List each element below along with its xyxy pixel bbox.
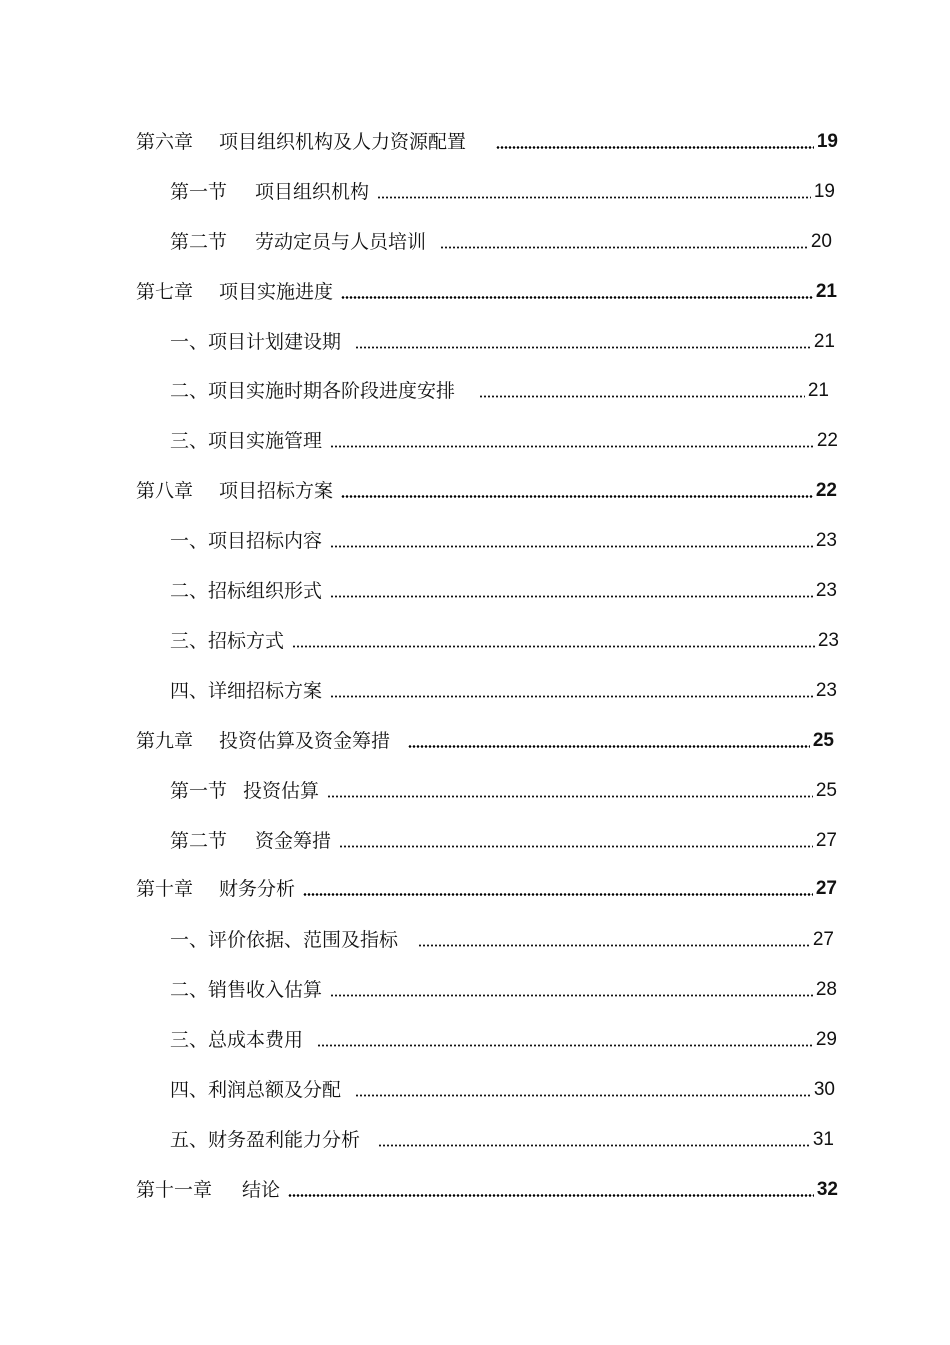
toc-entry-title: 项目招标方案 bbox=[219, 480, 334, 502]
toc-entry-section[interactable] bbox=[170, 1075, 835, 1105]
toc-entry-title: 评价依据、范围及指标 bbox=[208, 929, 399, 951]
toc-page-number: 29 bbox=[815, 1029, 837, 1050]
toc-page-number: 21 bbox=[813, 331, 835, 352]
dot-leader bbox=[330, 545, 813, 548]
toc-entry-number: 第九章 bbox=[136, 730, 194, 752]
dot-leader bbox=[378, 1144, 810, 1147]
toc-entry-number: 二、 bbox=[170, 380, 209, 402]
dot-leader bbox=[339, 845, 813, 848]
toc-page-number: 27 bbox=[815, 830, 837, 851]
dot-leader bbox=[341, 296, 813, 299]
toc-entry-title: 总成本费用 bbox=[208, 1029, 304, 1051]
toc-entry-title: 利润总额及分配 bbox=[208, 1079, 342, 1101]
toc-entry-section[interactable] bbox=[170, 826, 837, 856]
toc-page-number: 28 bbox=[815, 979, 837, 1000]
toc-entry-number: 第一节 bbox=[170, 181, 228, 203]
toc-entry-label bbox=[170, 676, 322, 706]
toc-entry-label bbox=[136, 1175, 280, 1205]
toc-entry-label bbox=[170, 975, 322, 1005]
toc-entry-number: 二、 bbox=[170, 979, 209, 1001]
toc-entry-label bbox=[170, 426, 322, 456]
toc-entry-section[interactable] bbox=[170, 626, 839, 656]
toc-page-number: 27 bbox=[815, 878, 837, 899]
toc-entry-section[interactable] bbox=[170, 925, 834, 955]
dot-leader bbox=[479, 395, 805, 398]
dot-leader bbox=[330, 994, 813, 997]
toc-entry-chapter-6[interactable] bbox=[136, 127, 838, 157]
toc-page-number: 19 bbox=[813, 181, 835, 202]
toc-entry-title: 详细招标方案 bbox=[208, 680, 323, 702]
toc-entry-chapter-8[interactable] bbox=[136, 476, 837, 506]
toc-entry-label bbox=[170, 776, 319, 806]
toc-entry-label bbox=[170, 826, 331, 856]
dot-leader bbox=[303, 893, 813, 896]
toc-entry-label bbox=[170, 1125, 370, 1155]
toc-entry-chapter-11[interactable] bbox=[136, 1175, 838, 1205]
toc-entry-number: 二、 bbox=[170, 580, 209, 602]
dot-leader bbox=[327, 795, 813, 798]
toc-entry-number: 一、 bbox=[170, 530, 209, 552]
dot-leader bbox=[330, 695, 813, 698]
toc-entry-section[interactable] bbox=[170, 1025, 837, 1055]
dot-leader bbox=[408, 745, 810, 748]
toc-page-number: 23 bbox=[817, 630, 839, 651]
toc-entry-section[interactable] bbox=[170, 177, 835, 207]
dot-leader bbox=[288, 1194, 814, 1197]
dot-leader bbox=[377, 196, 811, 199]
toc-entry-section[interactable] bbox=[170, 576, 837, 606]
toc-entry-section[interactable] bbox=[170, 676, 837, 706]
toc-entry-chapter-10[interactable] bbox=[136, 874, 837, 904]
toc-entry-section[interactable] bbox=[170, 1125, 834, 1155]
dot-leader bbox=[330, 595, 813, 598]
toc-entry-number: 第二节 bbox=[170, 231, 228, 253]
toc-entry-number: 一、 bbox=[170, 929, 209, 951]
toc-entry-label bbox=[170, 526, 322, 556]
toc-page-number: 23 bbox=[815, 580, 837, 601]
dot-leader bbox=[341, 495, 813, 498]
toc-entry-label bbox=[170, 177, 369, 207]
toc-entry-section[interactable] bbox=[170, 776, 837, 806]
dot-leader bbox=[496, 146, 814, 149]
toc-entry-label bbox=[170, 1075, 347, 1105]
dot-leader bbox=[355, 346, 811, 349]
toc-page-number: 22 bbox=[816, 430, 838, 451]
toc-entry-title: 项目实施时期各阶段进度安排 bbox=[208, 380, 456, 402]
toc-entry-number: 第十一章 bbox=[136, 1179, 213, 1201]
toc-entry-title: 项目组织机构及人力资源配置 bbox=[219, 131, 467, 153]
dot-leader bbox=[355, 1094, 811, 1097]
toc-entry-title: 招标组织形式 bbox=[208, 580, 323, 602]
dot-leader bbox=[330, 445, 814, 448]
toc-entry-section[interactable] bbox=[170, 327, 835, 357]
toc-page-number: 23 bbox=[815, 530, 837, 551]
toc-entry-section[interactable] bbox=[170, 376, 829, 406]
toc-page-number: 21 bbox=[807, 380, 829, 401]
toc-page-number: 19 bbox=[816, 131, 838, 152]
toc-entry-title: 销售收入估算 bbox=[208, 979, 323, 1001]
toc-entry-label bbox=[170, 227, 432, 257]
toc-entry-label bbox=[136, 476, 333, 506]
toc-entry-number: 四、 bbox=[170, 680, 209, 702]
toc-page-number: 32 bbox=[816, 1179, 838, 1200]
toc-entry-number: 第七章 bbox=[136, 281, 194, 303]
toc-entry-section[interactable] bbox=[170, 227, 832, 257]
toc-entry-section[interactable] bbox=[170, 426, 838, 456]
toc-entry-number: 五、 bbox=[170, 1129, 209, 1151]
toc-entry-number: 三、 bbox=[170, 430, 209, 452]
toc-page-number: 25 bbox=[815, 780, 837, 801]
toc-entry-number: 第十章 bbox=[136, 878, 194, 900]
dot-leader bbox=[440, 246, 808, 249]
toc-entry-label bbox=[170, 1025, 309, 1055]
toc-entry-title: 劳动定员与人员培训 bbox=[255, 231, 427, 253]
dot-leader bbox=[418, 944, 810, 947]
toc-entry-number: 第二节 bbox=[170, 830, 228, 852]
toc-entry-label bbox=[170, 327, 347, 357]
toc-entry-label bbox=[136, 277, 333, 307]
toc-entry-chapter-7[interactable] bbox=[136, 277, 837, 307]
toc-page-number: 23 bbox=[815, 680, 837, 701]
toc-entry-section[interactable] bbox=[170, 526, 837, 556]
dot-leader bbox=[292, 645, 815, 648]
toc-page-number: 30 bbox=[813, 1079, 835, 1100]
toc-page-number: 25 bbox=[812, 730, 834, 751]
toc-entry-number: 四、 bbox=[170, 1079, 209, 1101]
dot-leader bbox=[317, 1044, 813, 1047]
toc-entry-title: 投资估算及资金筹措 bbox=[219, 730, 391, 752]
toc-entry-number: 第八章 bbox=[136, 480, 194, 502]
toc-entry-label bbox=[136, 726, 400, 756]
toc-page-number: 21 bbox=[815, 281, 837, 302]
toc-entry-title: 结论 bbox=[242, 1179, 281, 1201]
toc-entry-number: 一、 bbox=[170, 331, 209, 353]
toc-page-number: 27 bbox=[812, 929, 834, 950]
toc-entry-label bbox=[170, 925, 410, 955]
toc-entry-title: 项目组织机构 bbox=[255, 181, 370, 203]
toc-entry-title: 财务盈利能力分析 bbox=[208, 1129, 361, 1151]
toc-entry-label bbox=[170, 576, 322, 606]
toc-entry-title: 项目实施管理 bbox=[208, 430, 323, 452]
toc-entry-number: 三、 bbox=[170, 630, 209, 652]
toc-entry-title: 投资估算 bbox=[243, 780, 320, 802]
toc-entry-label bbox=[136, 127, 488, 157]
toc-page-number: 22 bbox=[815, 480, 837, 501]
toc-entry-title: 项目招标内容 bbox=[208, 530, 323, 552]
toc-page-number: 31 bbox=[812, 1129, 834, 1150]
toc-entry-title: 财务分析 bbox=[219, 878, 296, 900]
toc-entry-chapter-9[interactable] bbox=[136, 726, 834, 756]
toc-entry-title: 资金筹措 bbox=[255, 830, 332, 852]
toc-entry-label bbox=[170, 376, 471, 406]
toc-entry-label bbox=[170, 626, 284, 656]
toc-entry-title: 项目实施进度 bbox=[219, 281, 334, 303]
toc-entry-number: 第六章 bbox=[136, 131, 194, 153]
toc-entry-number: 三、 bbox=[170, 1029, 209, 1051]
toc-entry-number: 第一节 bbox=[170, 780, 228, 802]
toc-entry-title: 项目计划建设期 bbox=[208, 331, 342, 353]
toc-entry-label bbox=[136, 874, 295, 904]
toc-page-number: 20 bbox=[810, 231, 832, 252]
toc-entry-section[interactable] bbox=[170, 975, 837, 1005]
toc-entry-title: 招标方式 bbox=[208, 630, 285, 652]
